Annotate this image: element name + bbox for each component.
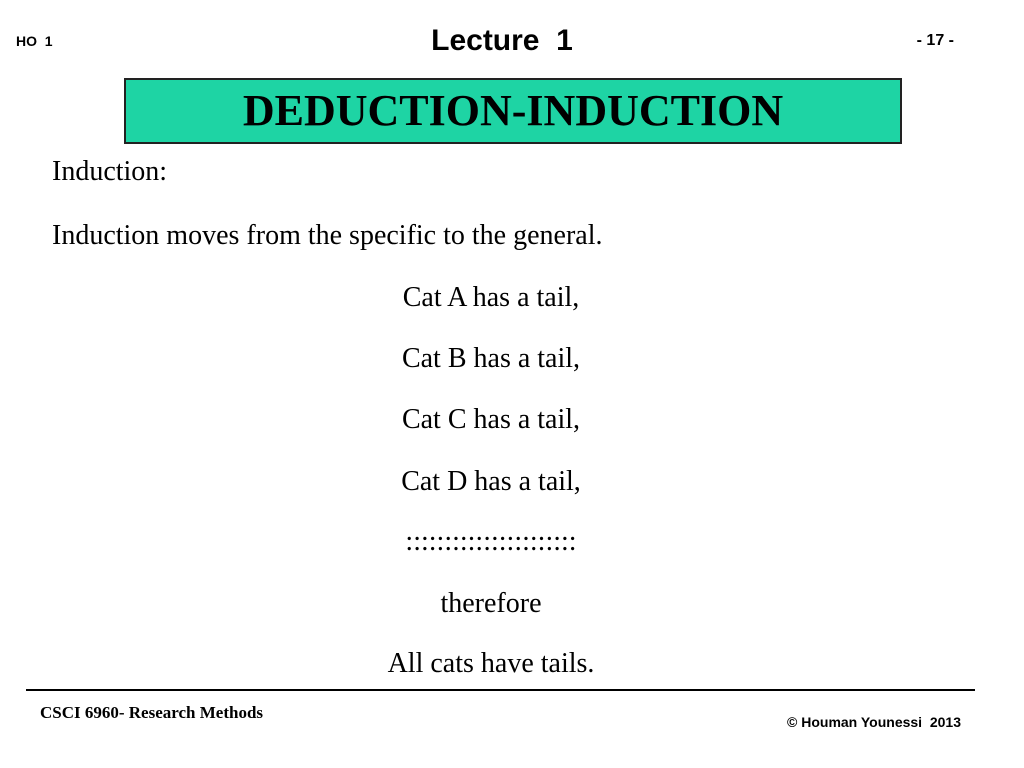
slide-title: DEDUCTION-INDUCTION: [242, 86, 784, 135]
footer-divider: [26, 689, 975, 691]
title-banner: [124, 78, 902, 144]
therefore-line: therefore: [440, 588, 542, 619]
page-number: - 17 -: [916, 32, 954, 49]
conclusion-line: All cats have tails.: [387, 648, 595, 679]
handout-label: HO 1: [16, 33, 53, 49]
ellipsis-line: ::::::::::::::::::::::: [405, 526, 577, 557]
footer-copyright: © Houman Younessi 2013: [787, 714, 961, 730]
premise-line: Cat A has a tail,: [402, 282, 580, 313]
premise-line: Cat C has a tail,: [401, 404, 581, 435]
footer-course: CSCI 6960- Research Methods: [40, 703, 264, 722]
section-heading: Induction:: [52, 156, 168, 187]
lecture-title: Lecture 1: [431, 24, 573, 57]
premise-line: Cat B has a tail,: [401, 343, 581, 374]
definition-text: Induction moves from the specific to the general.: [52, 220, 603, 251]
premise-line: Cat D has a tail,: [401, 466, 581, 497]
